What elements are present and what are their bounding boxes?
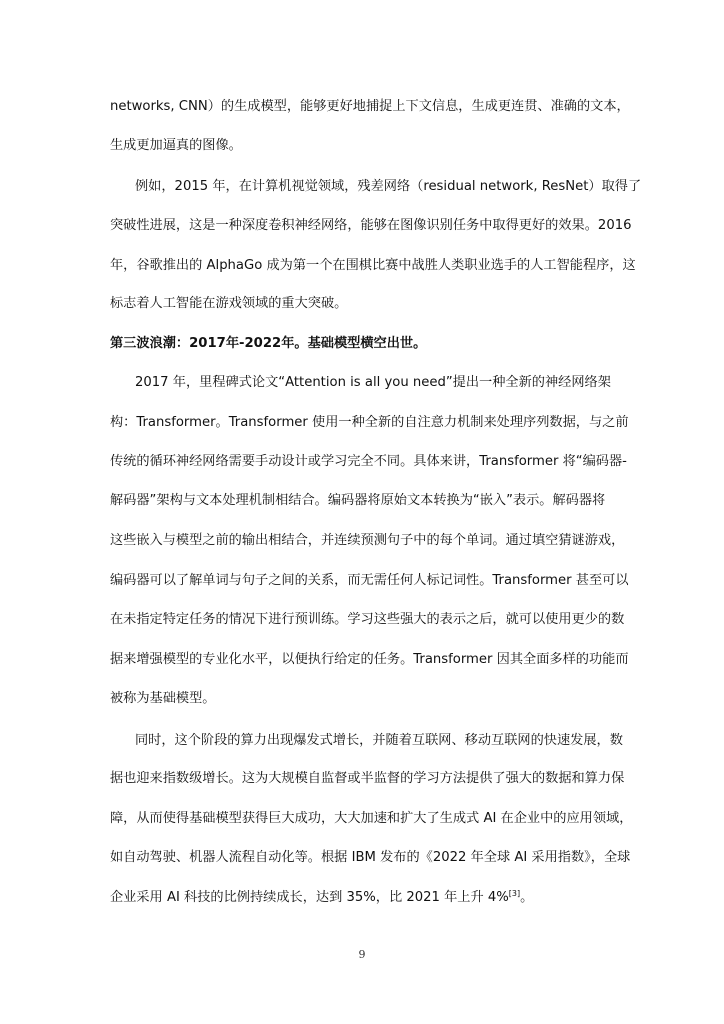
paragraph-3-line-9: 被称为基础模型。 (110, 691, 216, 706)
citation-reference[interactable]: [3] (508, 889, 521, 898)
page-number: 9 (358, 948, 366, 961)
paragraph-2-line-3: 年，谷歌推出的 AlphaGo 成为第一个在围棋比赛中战胜人类职业选手的人工智能程序，这 (110, 258, 636, 273)
paragraph-4-line-1: 同时，这个阶段的算力出现爆发式增长，并随着互联网、移动互联网的快速发展，数 (135, 733, 623, 748)
paragraph-3-line-8: 据来增强模型的专业化水平，以便执行给定的任务。Transformer 因其全面多样的功能而 (110, 652, 629, 667)
paragraph-3-line-3: 传统的循环神经网络需要手动设计或学习完全不同。具体来讲，Transformer 将“编码器- (110, 454, 627, 469)
paragraph-1-line-1: networks, CNN）的生成模型，能够更好地捕捉上下文信息，生成更连贯、准确的文本， (110, 99, 630, 114)
paragraph-1-line-2: 生成更加逼真的图像。 (110, 138, 242, 153)
paragraph-3-line-5: 这些嵌入与模型之前的输出相结合，并连续预测句子中的每个单词。通过填空猜谜游戏， (110, 533, 625, 548)
paragraph-2-line-1: 例如，2015 年，在计算机视觉领域，残差网络（residual network, ResNet）取得了 (135, 179, 642, 194)
paragraph-2-line-4: 标志着人工智能在游戏领域的重大突破。 (110, 296, 348, 311)
paragraph-3-line-6: 编码器可以了解单词与句子之间的关系，而无需任何人标记词性。Transformer 甚至可以 (110, 573, 629, 588)
paragraph-4-line-5 (110, 888, 630, 908)
section-heading: 第三波浪潮：2017年-2022年。基础模型横空出世。 (110, 336, 427, 351)
paragraph-4-line-2: 据也迎来指数级增长。这为大规模自监督或半监督的学习方法提供了强大的数据和算力保 (110, 771, 625, 786)
paragraph-2-line-2: 突破性进展，这是一种深度卷积神经网络，能够在图像识别任务中取得更好的效果。2016 (110, 218, 632, 233)
paragraph-4-line-5-text: 企业采用 AI 科技的比例持续成长，达到 35%，比 2021 年上升 4% (110, 890, 509, 905)
paragraph-4-line-3: 障，从而使得基础模型获得巨大成功，大大加速和扩大了生成式 AI 在企业中的应用领域， (110, 811, 633, 826)
paragraph-4-line-4: 如自动驾驶、机器人流程自动化等。根据 IBM 发布的《2022 年全球 AI 采用指数》，全球 (110, 850, 631, 865)
paragraph-3-line-4: 解码器”架构与文本处理机制相结合。编码器将原始文本转换为“嵌入”表示。解码器将 (110, 493, 606, 508)
paragraph-3-line-1: 2017 年，里程碑式论文“Attention is all you need”提出一种全新的神经网络架 (135, 375, 611, 390)
paragraph-3-line-2: 构：Transformer。Transformer 使用一种全新的自注意力机制来处理序列数据，与之前 (110, 415, 629, 430)
paragraph-4-line-5-end: 。 (520, 890, 534, 905)
paragraph-3-line-7: 在未指定特定任务的情况下进行预训练。学习这些强大的表示之后，就可以使用更少的数 (110, 612, 625, 627)
